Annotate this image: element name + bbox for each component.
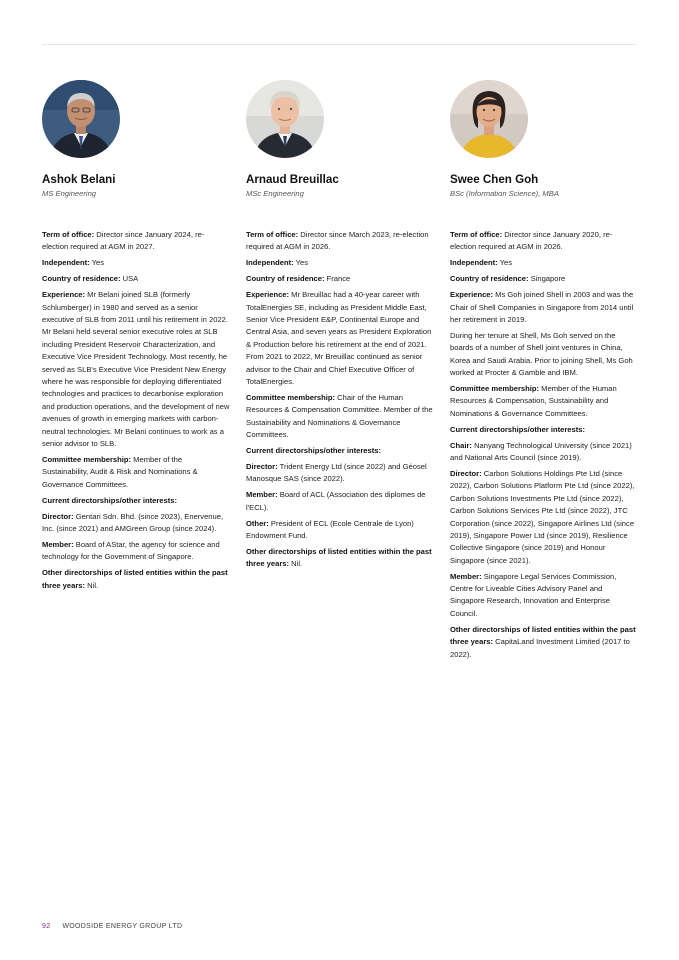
bio-paragraph: Term of office: Director since January 2024, re-election required at AGM in 2027. [42, 230, 205, 252]
person-degree: MSc Engineering [246, 189, 304, 198]
bio-paragraph: Member: Board of ACL (Association des diplomes de l'ECL). [246, 490, 426, 512]
bio-paragraph: Committee membership: Member of the Human Resources & Compensation, Sustainability and Nominations & Governance Committees. [450, 383, 617, 418]
bio-paragraph: Other directorships of listed entities within the past three years: Nil. [246, 546, 432, 569]
profile-arnaud-breuillac [246, 80, 434, 574]
bio-paragraph: Member: Singapore Legal Services Commission, Centre for Liveable Cities Advisory Panel and Singapore Research, Innovation and Enterprise Council. [450, 571, 617, 618]
bio-paragraph: Other directorships of listed entities within the past three years: Nil. [42, 568, 228, 590]
person-name: Ashok Belani [42, 173, 116, 186]
bio-paragraph: Independent: Yes [450, 258, 513, 268]
page-number: 92 [42, 923, 51, 930]
person-degree: MS Engineering [42, 189, 97, 198]
bio-paragraph: Director: Carbon Solutions Holdings Pte Ltd (since 2022), Carbon Solutions Platform Pte Ltd (since 2022), Carbon Solutions Investments Pte Ltd (since 2022), Carbon Solutions Services Pte Ltd (since 2022), JTC Corporation (since 2022), Singapore Airlines Ltd (since 2019), Singapore Power Ltd (since 2019), Resilience Collective Singapore (since 2019) and Honour Singapore (since 2021). [450, 468, 635, 565]
bio-paragraph: Country of residence: Singapore [450, 274, 566, 284]
bio-paragraph: Experience: Ms Goh joined Shell in 2003 and was the Chair of Shell Companies in Singapore from 2014 until her retirement in 2019. [450, 290, 634, 324]
bio-paragraph: Chair: Nanyang Technological University (since 2021) and National Arts Council (since 2019). [450, 440, 632, 462]
bio-paragraph: Current directorships/other interests: [246, 446, 382, 455]
person-bio [42, 229, 230, 592]
person-name: Arnaud Breuillac [246, 173, 339, 186]
top-divider [42, 44, 636, 45]
bio-paragraph: Country of residence: USA [42, 274, 139, 284]
bio-paragraph: Experience: Mr Breuillac had a 40-year career with TotalEnergies SE, including as President Middle East, Senior Vice President E&P, Continental Europe and Central Asia, and seven years as President Exploration & Production before his retirement at the end of 2021. From 2021 to 2022, Mr Breuillac continued as senior advisor to the Chair and Chief Executive Officer of TotalEnergies. [246, 290, 432, 386]
bio-paragraph: During her tenure at Shell, Ms Goh served on the boards of a number of Shell joint ventures in China, Korea and Saudi Arabia. Prior to joining Shell, Ms Goh worked at Procter & Gamble and IBM. [450, 330, 633, 378]
bio-paragraph: Experience: Mr Belani joined SLB (formerly Schlumberger) in 1980 and served as a senior executive of SLB from 2011 until his retirement in 2022. Mr Belani held several senior executive roles at SLB including President Reservoir Characterization, and Executive Vice President Technology. Most recently, he served as SLB's Executive Vice President New Energy where he was responsible for deploying differentiated technologies and practices to decarbonise exploration and production operations, and the development of new avenues of growth in emerging markets with carbon-neutral technologies. Mr Belani continues to work as a senior advisor to SLB. [42, 290, 230, 448]
bio-paragraph: Independent: Yes [42, 258, 105, 268]
bio-paragraph: Term of office: Director since March 2023, re-election required at AGM in 2026. [246, 230, 429, 252]
bio-paragraph: Country of residence: France [246, 274, 351, 284]
bio-paragraph: Committee membership: Member of the Sustainability, Audit & Risk and Nominations & Governance Committees. [42, 454, 198, 489]
avatar [450, 80, 528, 158]
bio-paragraph: Member: Board of AStar, the agency for science and technology for the Government of Singapore. [42, 539, 220, 562]
person-name: Swee Chen Goh [450, 173, 539, 186]
person-bio [246, 229, 434, 571]
bio-paragraph: Other directorships of listed entities within the past three years: CapitaLand Investment Limited (2017 to 2022). [450, 624, 636, 659]
bio-paragraph: Current directorships/other interests: [450, 424, 586, 434]
bio-paragraph: Committee membership: Chair of the Human Resources & Compensation Committee. Member of the Sustainability and Nominations & Governance Committees. [246, 392, 433, 440]
bio-paragraph: Current directorships/other interests: [42, 495, 178, 505]
person-degree: BSc (Information Science), MBA [450, 189, 559, 198]
person-bio [450, 229, 638, 661]
company-name: WOODSIDE ENERGY GROUP LTD [62, 923, 183, 930]
profile-ashok-belani [42, 80, 230, 595]
bio-paragraph: Term of office: Director since January 2020, re-election required at AGM in 2026. [450, 230, 613, 252]
profile-swee-chen-goh [450, 80, 638, 665]
avatar [42, 80, 120, 158]
bio-paragraph: Director: Gentari Sdn. Bhd. (since 2023), Enervenue, Inc. (since 2021) and AMGreen Group (since 2024). [42, 511, 224, 533]
bio-paragraph: Other: President of ECL (Ecole Centrale de Lyon) Endowment Fund. [246, 518, 414, 540]
avatar [246, 80, 324, 158]
page-footer [42, 923, 182, 930]
bio-paragraph: Director: Trident Energy Ltd (since 2022) and Géosel Manosque SAS (since 2022). [246, 461, 427, 484]
bio-paragraph: Independent: Yes [246, 258, 309, 268]
